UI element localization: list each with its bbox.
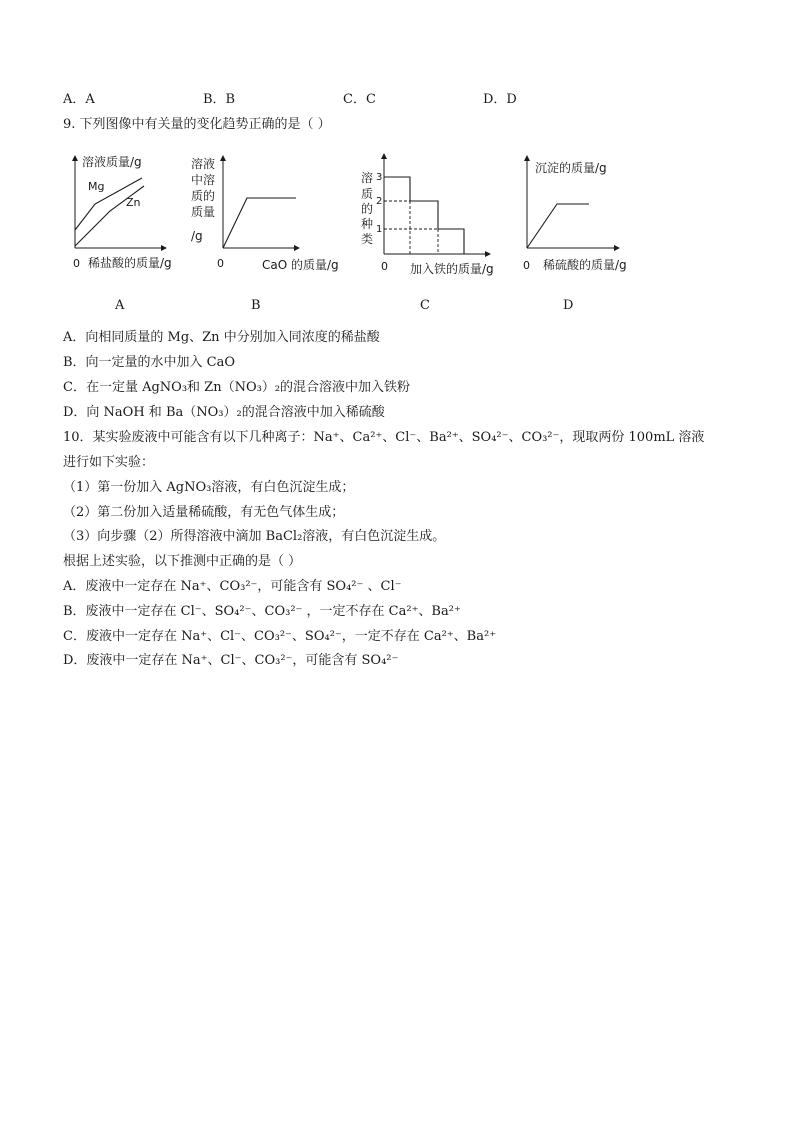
q10-question: 根据上述实验，以下推测中正确的是（ ） [63, 554, 302, 569]
graph-c-origin: 0 [381, 260, 388, 273]
graph-b-ylabel-2: 中溶 [191, 173, 216, 187]
graph-b-ylabel-3: 质的 [191, 189, 216, 203]
tick-1: 1 [376, 224, 383, 235]
q9-choice-a[interactable]: A．向相同质量的 Mg、Zn 中分别加入同浓度的稀盐酸 [63, 330, 380, 345]
graph-a-caption: A [115, 298, 125, 313]
q10-choice-d[interactable]: D．废液中一定存在 Na⁺、Cl⁻、CO₃²⁻，可能含有 SO₄²⁻ [63, 653, 399, 668]
tick-3: 3 [376, 172, 383, 183]
graph-c-ylabel-2: 质 [361, 187, 374, 201]
graph-c-ylabel-5: 类 [361, 232, 374, 246]
graph-c-caption: C [420, 298, 430, 313]
q9-stem: 9. 下列图像中有关量的变化趋势正确的是（ ） [63, 117, 331, 132]
curve [223, 198, 296, 248]
q9-choice-c[interactable]: C．在一定量 AgNO₃和 Zn（NO₃）₂的混合溶液中加入铁粉 [63, 380, 411, 395]
q10-stem-2: 进行如下实验： [63, 455, 155, 470]
graph-d-ylabel: 沉淀的质量/g [535, 161, 607, 175]
graph-c-ylabel-4: 种 [361, 217, 374, 231]
curve [527, 204, 589, 248]
graph-a-origin: 0 [73, 257, 80, 270]
q10-choice-c[interactable]: C．废液中一定存在 Na⁺、Cl⁻、CO₃²⁻、SO₄²⁻，一定不存在 Ca²⁺、Ba²⁺ [63, 629, 497, 644]
q9-choice-b[interactable]: B．向一定量的水中加入 CaO [63, 355, 236, 370]
option-d[interactable]: D．D [483, 92, 517, 107]
graph-d-origin: 0 [523, 259, 530, 272]
option-b[interactable]: B．B [203, 92, 236, 107]
step-curve [384, 177, 464, 254]
q10-step-1: （1）第一份加入 AgNO₃溶液，有白色沉淀生成； [63, 480, 355, 495]
graph-b-ylabel-4: 质量 [191, 205, 216, 219]
graph-d-xlabel: 稀硫酸的质量/g [543, 258, 627, 272]
graph-d [515, 148, 655, 278]
graph-c-xlabel: 加入铁的质量/g [410, 262, 494, 276]
graph-b-ylabel-1: 溶液 [191, 157, 216, 171]
mg-label: Mg [88, 180, 105, 193]
option-a[interactable]: A．A [63, 92, 95, 107]
graph-c-ylabel-3: 的 [361, 202, 374, 216]
graph-b [185, 148, 345, 278]
graph-a-xlabel: 稀盐酸的质量/g [88, 256, 172, 270]
q10-step-3: （3）向步骤（2）所得溶液中滴加 BaCl₂溶液，有白色沉淀生成。 [63, 529, 446, 544]
graph-a [60, 148, 195, 278]
q10-stem-1: 10．某实验废液中可能含有以下几种离子：Na⁺、Ca²⁺、Cl⁻、Ba²⁺、SO₄²⁻、CO₃²⁻，现取两份 100mL 溶液 [63, 430, 705, 445]
option-c[interactable]: C．C [343, 92, 376, 107]
q10-step-2: （2）第二份加入适量稀硫酸，有无色气体生成； [63, 505, 345, 520]
graph-c [355, 148, 500, 280]
graph-b-ylabel-5: /g [191, 229, 203, 243]
tick-2: 2 [376, 196, 383, 207]
graph-b-xlabel: CaO 的质量/g [262, 258, 339, 272]
graph-c-ylabel-1: 溶 [361, 171, 374, 185]
graph-a-ylabel: 溶液质量/g [82, 155, 142, 169]
q10-choice-b[interactable]: B．废液中一定存在 Cl⁻、SO₄²⁻、CO₃²⁻ ，一定不存在 Ca²⁺、Ba²⁺ [63, 604, 461, 619]
graph-b-origin: 0 [217, 257, 224, 270]
q9-choice-d[interactable]: D．向 NaOH 和 Ba（NO₃）₂的混合溶液中加入稀硫酸 [63, 405, 385, 420]
graph-d-caption: D [563, 298, 574, 313]
zn-label: Zn [126, 196, 141, 209]
graph-b-caption: B [251, 298, 261, 313]
q10-choice-a[interactable]: A．废液中一定存在 Na⁺、CO₃²⁻，可能含有 SO₄²⁻ 、Cl⁻ [63, 579, 402, 594]
